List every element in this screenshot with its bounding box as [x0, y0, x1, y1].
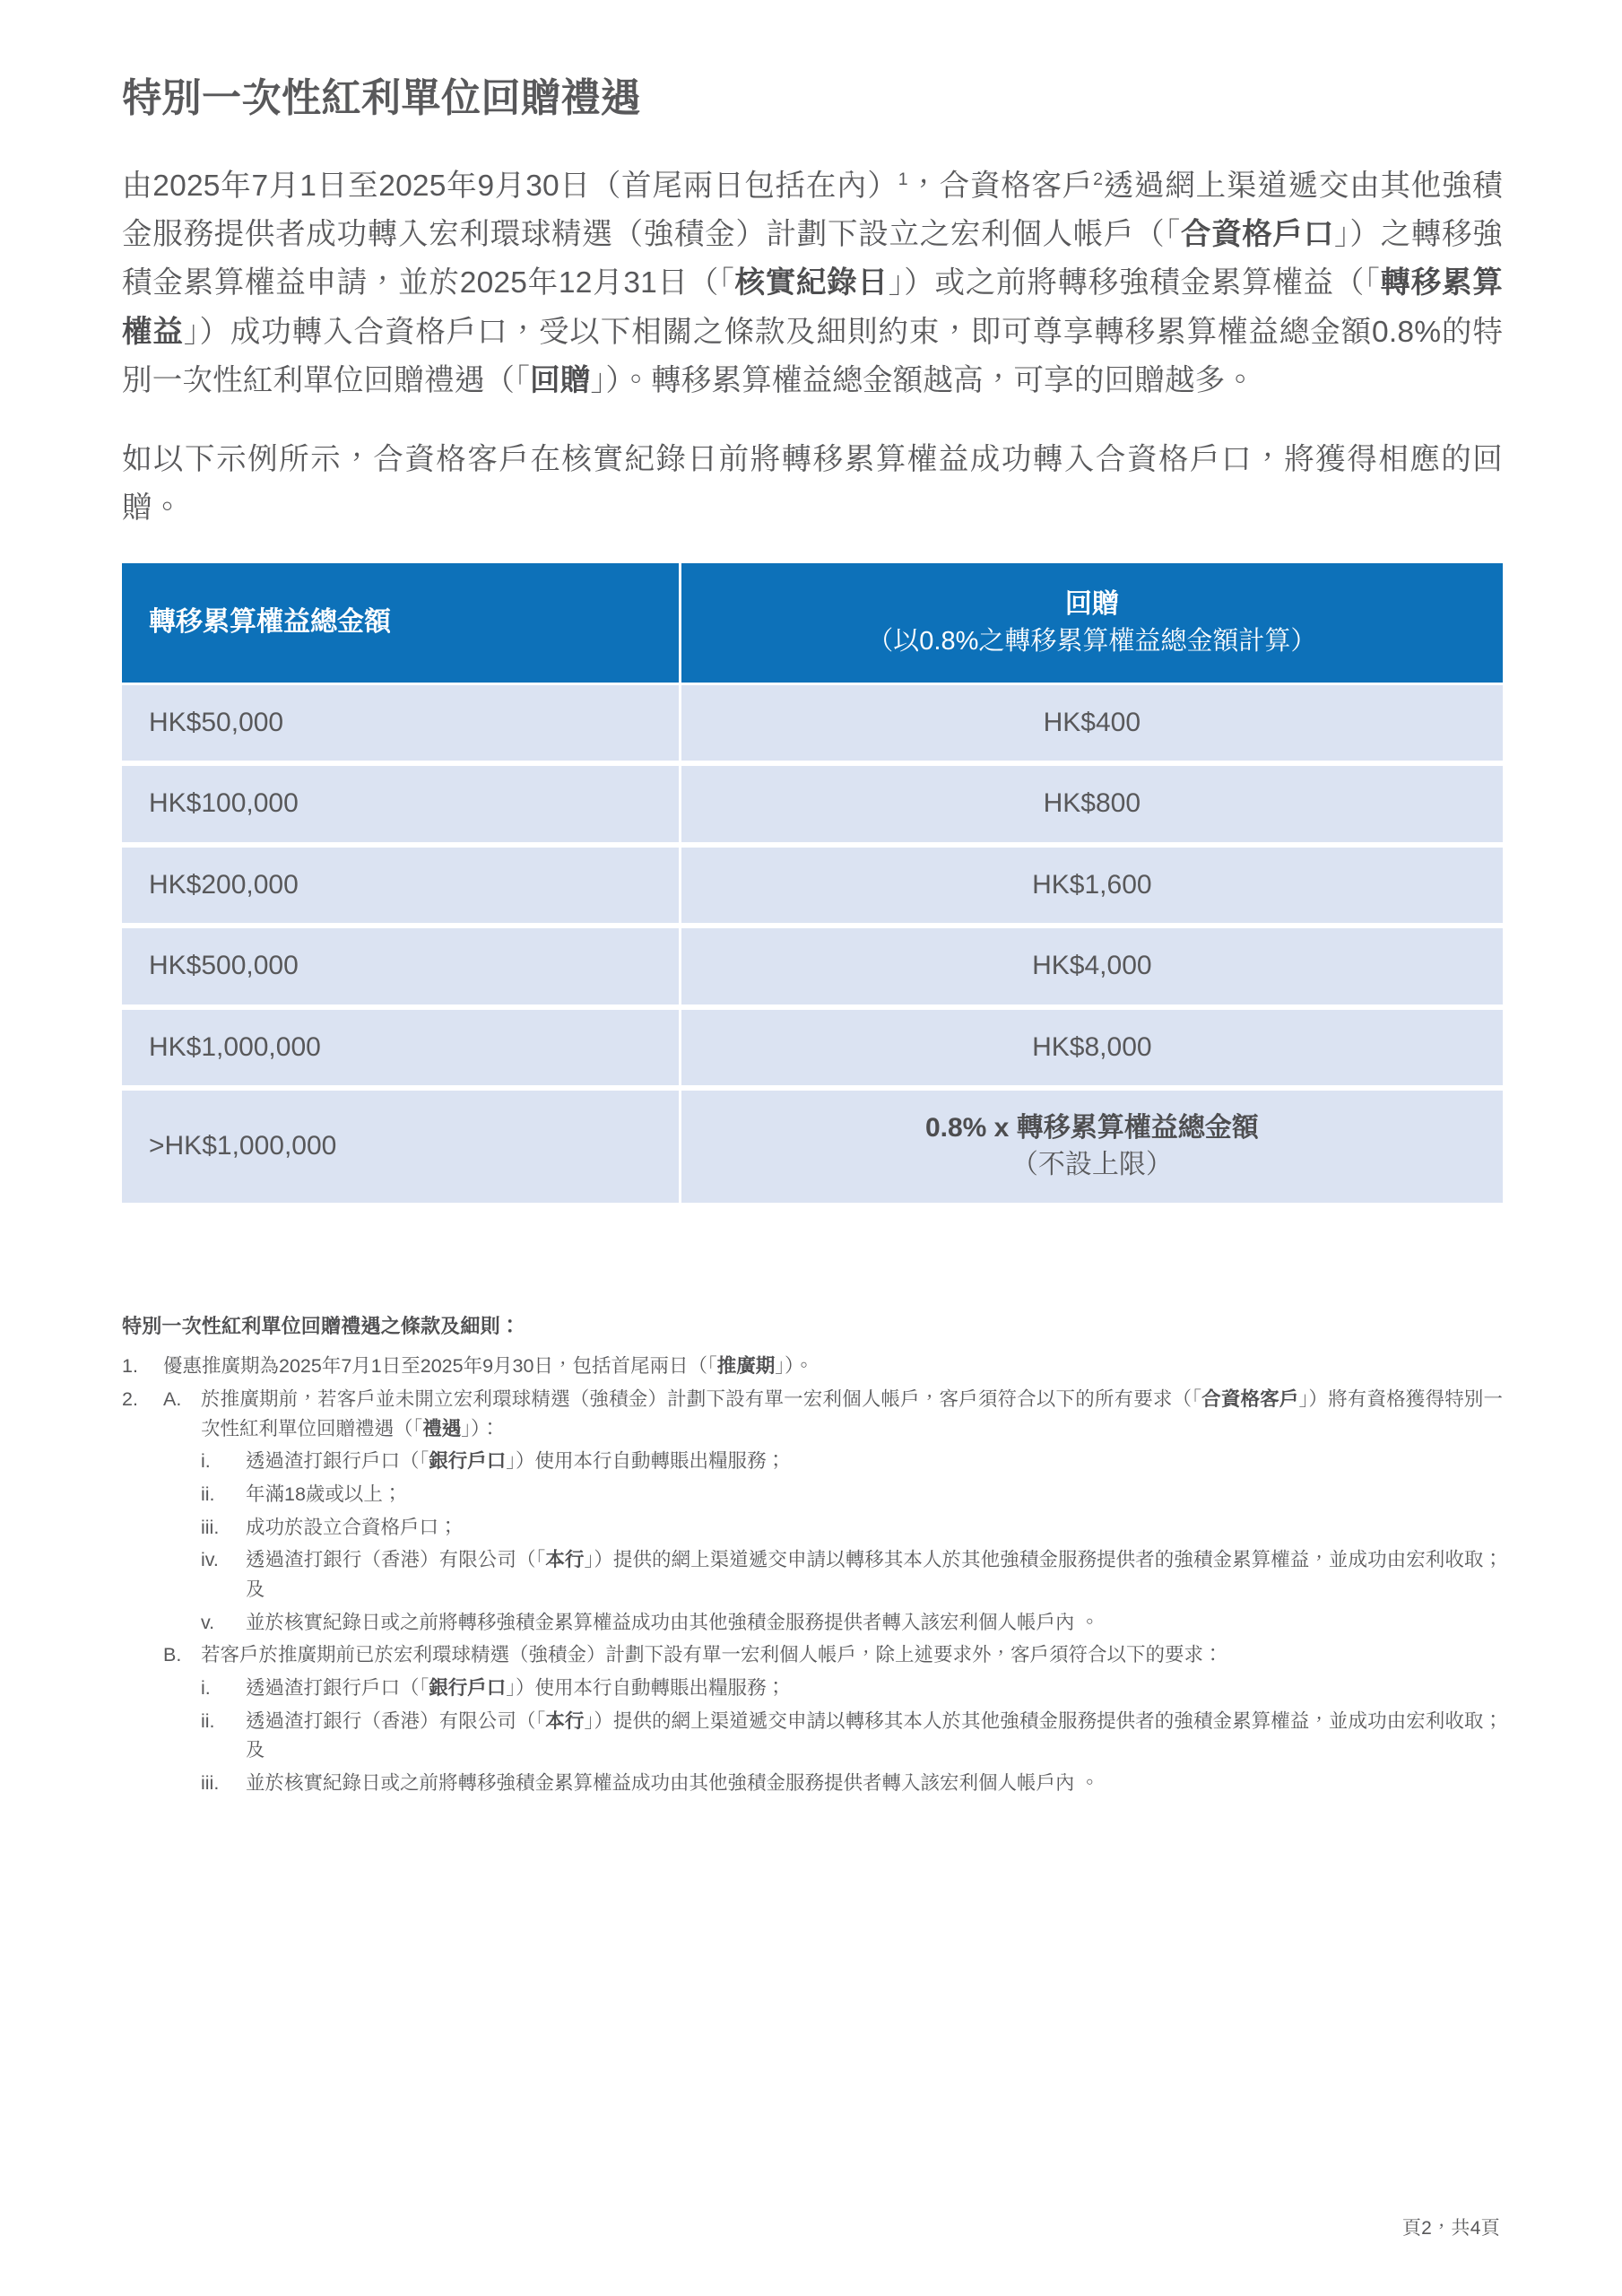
rebate-formula-note: （不設上限）	[1010, 1149, 1173, 1179]
cell-amount: >HK$1,000,000	[122, 1091, 681, 1203]
table-header-row	[122, 563, 1503, 683]
table-row	[122, 928, 1503, 1007]
terms-item-2-body	[163, 1385, 1503, 1802]
terms-item-2b-subitems	[163, 1674, 1503, 1798]
table-row	[122, 685, 1503, 764]
cell-rebate: HK$800	[681, 766, 1503, 845]
terms-subitem	[201, 1480, 1503, 1509]
table-header-rebate	[681, 563, 1503, 683]
terms-subitem-marker: i.	[201, 1450, 211, 1473]
cell-amount: HK$100,000	[122, 766, 681, 845]
cell-rebate: HK$8,000	[681, 1010, 1503, 1089]
terms-item-2a	[163, 1385, 1503, 1443]
table-header	[122, 563, 1503, 683]
table-header-rebate-subtitle: （以0.8%之轉移累算權益總金額計算）	[867, 626, 1317, 656]
terms-subitem-text: 透過渣打銀行（香港）有限公司（「本行」）提供的網上渠道遞交申請以轉移其本人於其他強積金服務提供者的強積金累算權益，並成功由宏利收取；及	[246, 1709, 1503, 1761]
terms-item-2a-subitems	[163, 1447, 1503, 1637]
terms-and-conditions	[122, 1311, 1503, 1801]
terms-subitem	[201, 1447, 1503, 1476]
terms-subitem-marker: i.	[201, 1676, 211, 1699]
terms-subitem	[201, 1513, 1503, 1543]
terms-subitem-text: 透過渣打銀行（香港）有限公司（「本行」）提供的網上渠道遞交申請以轉移其本人於其他強積金服務提供者的強積金累算權益，並成功由宏利收取；及	[246, 1549, 1503, 1600]
terms-item-marker: B.	[163, 1644, 182, 1666]
page-content	[122, 75, 1503, 1805]
cell-rebate-formula	[681, 1091, 1503, 1203]
rebate-table	[122, 561, 1503, 1206]
table-row	[122, 1010, 1503, 1089]
terms-subitem-marker: ii.	[201, 1483, 215, 1505]
table-row-unlimited	[122, 1091, 1503, 1203]
cell-amount: HK$200,000	[122, 848, 681, 926]
terms-subitem-marker: iii.	[201, 1516, 220, 1538]
cell-rebate: HK$4,000	[681, 928, 1503, 1007]
table-header-rebate-title: 回贈	[1064, 588, 1119, 619]
table-row	[122, 766, 1503, 845]
terms-subitem-text: 透過渣打銀行戶口（「銀行戶口」）使用本行自動轉賬出糧服務；	[246, 1450, 786, 1473]
terms-subitem-marker: ii.	[201, 1709, 215, 1732]
terms-item-text: 優惠推廣期為2025年7月1日至2025年9月30日，包括首尾兩日（「推廣期」）。	[163, 1355, 814, 1378]
terms-subitem	[201, 1674, 1503, 1703]
terms-item-text: 若客戶於推廣期前已於宏利環球精選（強積金）計劃下設有單一宏利個人帳戶，除上述要求外，客戶須符合以下的要求：	[201, 1644, 1223, 1666]
table-body	[122, 685, 1503, 1204]
terms-list	[122, 1352, 1503, 1801]
terms-subitem	[201, 1608, 1503, 1638]
table-row	[122, 848, 1503, 926]
cell-amount: HK$1,000,000	[122, 1010, 681, 1089]
rebate-formula: 0.8% x 轉移累算權益總金額	[924, 1113, 1259, 1144]
terms-subitem-text: 年滿18歲或以上；	[246, 1483, 403, 1505]
terms-subitem-text: 透過渣打銀行戶口（「銀行戶口」）使用本行自動轉賬出糧服務；	[246, 1676, 786, 1699]
terms-item-marker: A.	[163, 1387, 182, 1410]
terms-item-marker: 2.	[122, 1387, 138, 1410]
terms-subitem-marker: iv.	[201, 1549, 219, 1571]
terms-subitem-marker: v.	[201, 1611, 215, 1633]
table-header-amount: 轉移累算權益總金額	[122, 563, 681, 683]
terms-item-2	[122, 1385, 1503, 1802]
terms-subitem-marker: iii.	[201, 1771, 220, 1794]
terms-item-marker: 1.	[122, 1355, 138, 1378]
terms-item-text: 於推廣期前，若客戶並未開立宏利環球精選（強積金）計劃下設有單一宏利個人帳戶，客戶須符合以下的所有要求（「合資格客戶」）將有資格獲得特別一次性紅利單位回贈禮遇（「禮遇」）：	[201, 1387, 1503, 1439]
cell-amount: HK$50,000	[122, 685, 681, 764]
cell-amount: HK$500,000	[122, 928, 681, 1007]
terms-heading: 特別一次性紅利單位回贈禮遇之條款及細則：	[122, 1315, 521, 1338]
page-title: 特別一次性紅利單位回贈禮遇	[122, 76, 641, 120]
terms-subitem	[201, 1769, 1503, 1798]
terms-item-1	[122, 1352, 1503, 1381]
terms-item-2b	[163, 1640, 1503, 1670]
intro-paragraph-1: 由2025年7月1日至2025年9月30日（首尾兩日包括在內）$^1$，合資格客戶$^2$透過網上渠道遞交由其他強積金服務提供者成功轉入宏利環球精選（強積金）計劃下設立之宏利個人帳戶（「合資格戶口」）之轉移強積金累算權益申請，並於2025年12月31日（「核實紀錄日」）或之前將轉移強積金累算權益（「轉移累算權益」）成功轉入合資格戶口，受以下相關之條款及細則約束，即可尊享轉移累算權益總金額0.8%的特別一次性紅利單位回贈禮遇（「回贈」）。轉移累算權益總金額越高，可享的回贈越多。	[122, 169, 1504, 397]
terms-subitem	[201, 1707, 1503, 1765]
page-footer: 頁2，共4頁	[1401, 2218, 1500, 2239]
intro-paragraph-2: 如以下示例所示，合資格客戶在核實紀錄日前將轉移累算權益成功轉入合資格戶口，將獲得相應的回贈。	[122, 443, 1503, 526]
cell-rebate: HK$1,600	[681, 848, 1503, 926]
terms-subitem	[201, 1545, 1503, 1604]
terms-subitem-text: 並於核實紀錄日或之前將轉移強積金累算權益成功由其他強積金服務提供者轉入該宏利個人帳戶內 。	[246, 1611, 1099, 1633]
cell-rebate: HK$400	[681, 685, 1503, 764]
terms-subitem-text: 成功於設立合資格戶口；	[246, 1516, 458, 1538]
terms-subitem-text: 並於核實紀錄日或之前將轉移強積金累算權益成功由其他強積金服務提供者轉入該宏利個人帳戶內 。	[246, 1771, 1099, 1794]
